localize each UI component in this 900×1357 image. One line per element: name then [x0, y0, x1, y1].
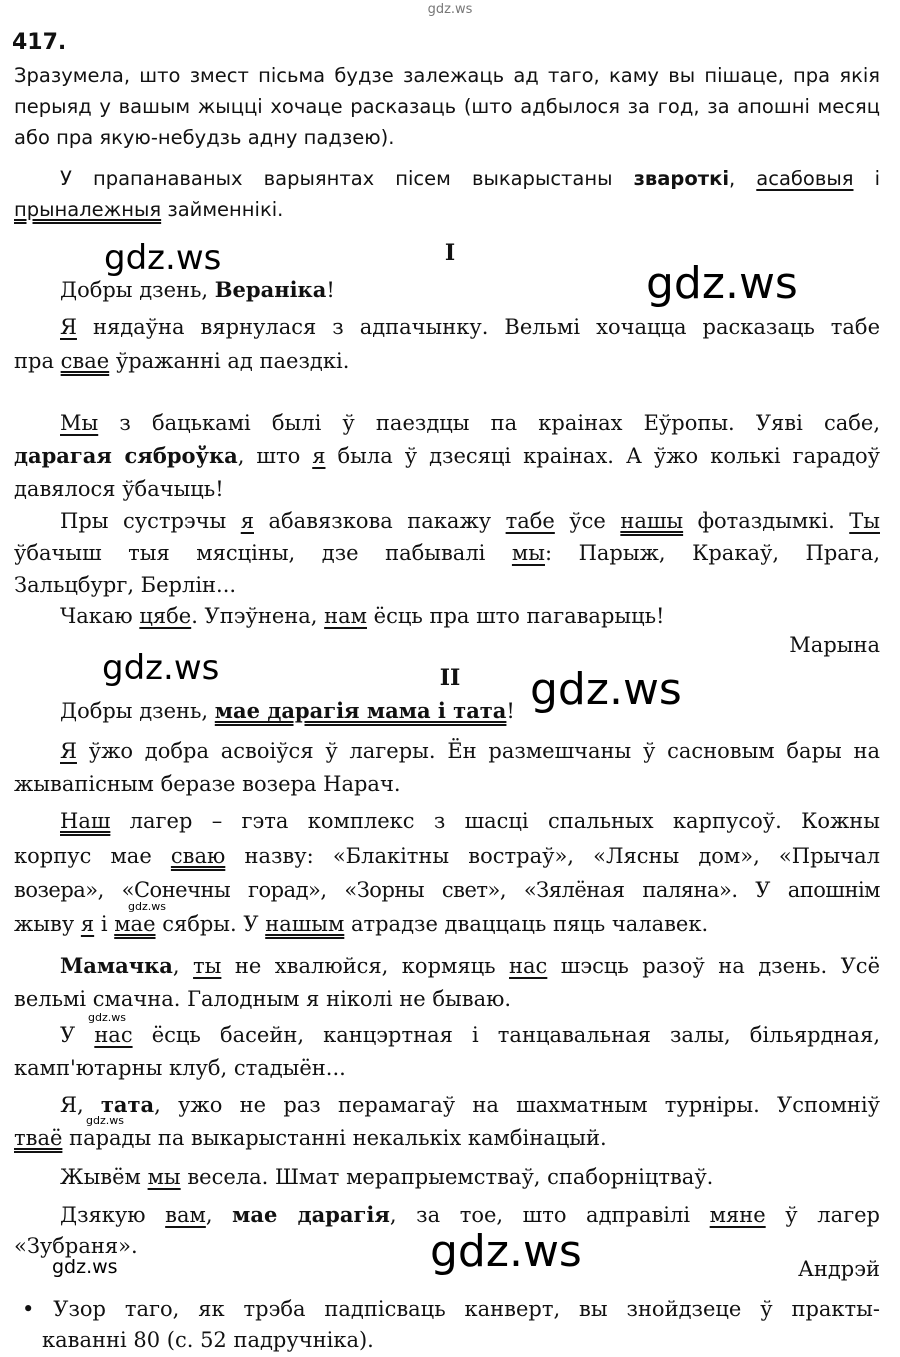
letter-2-line: Жывём мы весела. Шмат мерапрыемстваў, спаборніцтваў.: [60, 1165, 714, 1189]
letter-2-greeting: Добры дзень, мае дарагія мама і тата!: [60, 698, 515, 723]
letter-1-signature: Марына: [789, 633, 880, 657]
intro-paragraph: Зразумела, што змест пісьма будзе залежаць ад таго, каму вы пішаце, пра якія перыяд у вашым жыцці хочаце расказаць (што адбылося за год, за апошні месяц або пра якую-небудзь адну падзею).: [14, 64, 880, 149]
letter-1-line: давялося ўбачыць!: [14, 477, 224, 501]
watermark: gdz.ws: [102, 648, 220, 688]
watermark: gdz.ws: [530, 664, 682, 715]
letter-2-line: «Зубраня».: [14, 1234, 138, 1258]
exercise-number: 417.: [12, 30, 67, 55]
term-personal: асабовыя: [756, 167, 854, 190]
letter-2-line: Дзякую вам, мае дарагія, за тое, што адправілі мяне ў лагер: [60, 1202, 880, 1227]
letter-2-line: жыву я і мае сябры. У нашым атрадзе дваццаць пяць чалавек.: [14, 912, 709, 936]
watermark: gdz.ws: [104, 238, 222, 278]
intro-paragraph-2-line-2: прыналежныя займеннікі.: [14, 198, 284, 221]
letter-2-line: камп'ютарны клуб, стадыён...: [14, 1056, 346, 1080]
letter-2-line: Мамачка, ты не хвалюйся, кормяць нас шэсць разоў на дзень. Усё: [60, 953, 880, 978]
note-line: • Узор таго, як трэба падпісваць канверт, вы знойдзеце ў практы-: [22, 1297, 880, 1321]
letter-2-line: Наш лагер – гэта комплекс з шасці спальных карпусоў. Кожны: [60, 809, 880, 833]
letter-1-line: пра свае ўражанні ад паездкі.: [14, 349, 350, 373]
watermark: gdz.ws: [88, 1011, 126, 1024]
watermark: gdz.ws: [128, 900, 166, 913]
letter-1-line: дарагая сяброўка, што я была ў дзесяці краінах. А ўжо колькі гарадоў: [14, 443, 881, 468]
letter-2-line: жывапісным беразе возера Нарач.: [14, 772, 401, 796]
letter-1-line: Зальцбург, Берлін...: [14, 573, 237, 597]
letter-1-heading: I: [444, 240, 456, 266]
note-line: каванні 80 (с. 52 падручніка).: [42, 1328, 374, 1352]
letter-2-heading: II: [439, 665, 461, 691]
letter-2-line: корпус мае сваю назву: «Блакітны востраў», «Лясны дом», «Прычал: [14, 844, 880, 868]
term-possessive: прыналежныя: [14, 198, 162, 221]
letter-2-line: тваё парады па выкарыстанні некалькіх камбінацый.: [14, 1126, 607, 1150]
letter-2-signature: Андрэй: [797, 1257, 880, 1281]
letter-2-line: Я, тата, ужо не раз перамагаў на шахматным турніры. Успомніў: [60, 1092, 880, 1117]
letter-2-line: У нас ёсць басейн, канцэртная і танцавальная залы, більярдная,: [60, 1023, 880, 1047]
intro-paragraph-2-line-1: У прапанаваных варыянтах пісем выкарыстаны звароткі, асабовыя і: [60, 167, 880, 190]
watermark-top: gdz.ws: [427, 2, 473, 17]
watermark: gdz.ws: [430, 1226, 582, 1277]
watermark: gdz.ws: [52, 1256, 118, 1278]
watermark: gdz.ws: [86, 1114, 124, 1127]
letter-2-line: вельмі смачна. Галодным я ніколі не бываю.: [14, 987, 512, 1011]
letter-1-line: Я нядаўна вярнулася з адпачынку. Вельмі хочацца расказаць табе: [60, 315, 880, 339]
letter-1-line: Пры сустрэчы я абавязкова пакажу табе ўсе нашы фотаздымкі. Ты: [60, 509, 880, 533]
letter-1-line: ўбачыш тыя мясціны, дзе пабывалі мы: Парыж, Кракаў, Прага,: [14, 541, 881, 565]
letter-2-line: возера», «Сонечны горад», «Зорны свет», «Зялёная паляна». У апошнім: [14, 878, 880, 902]
letter-2-line: Я ўжо добра асвоіўся ў лагеры. Ён размешчаны ў сасновым бары на: [60, 739, 880, 763]
letter-1-line: Мы з бацькамі былі ў паездцы па краінах Еўропы. Уяві сабе,: [60, 411, 880, 435]
watermark: gdz.ws: [646, 258, 798, 309]
letter-1-line: Чакаю цябе. Упэўнена, нам ёсць пра што пагаварыць!: [60, 604, 665, 628]
letter-1-greeting: Добры дзень, Вераніка!: [60, 277, 335, 302]
